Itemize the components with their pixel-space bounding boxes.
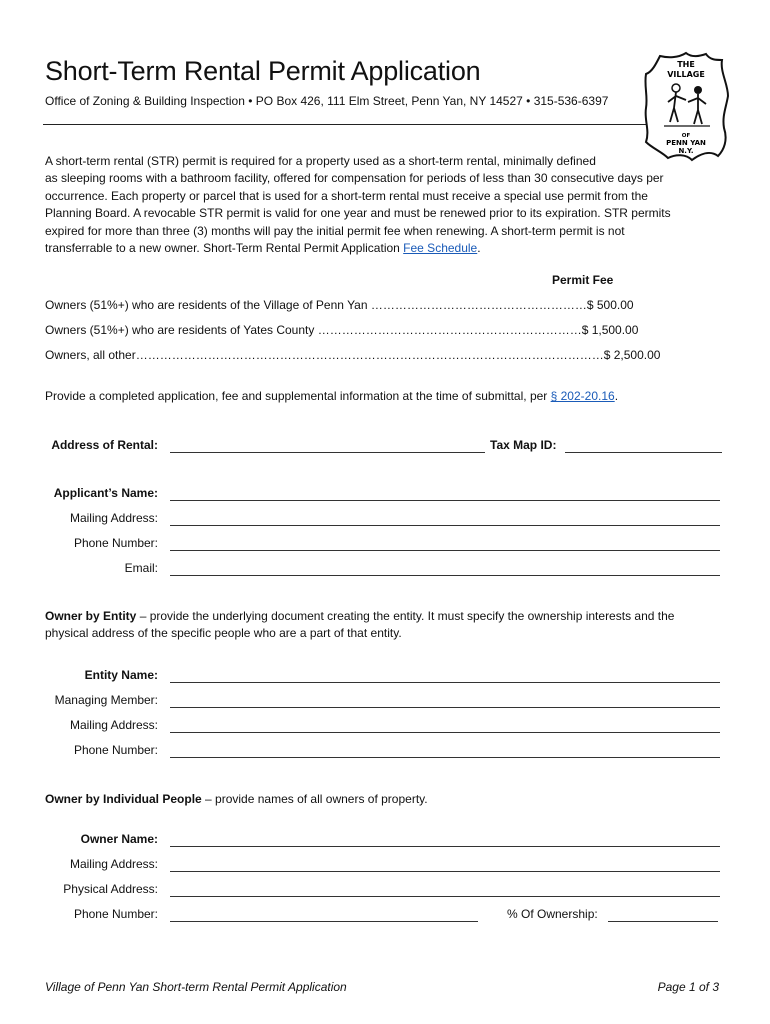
applicant-phone-label: Phone Number:	[73, 536, 158, 550]
address-of-rental-label: Address of Rental:	[51, 438, 158, 452]
individual-desc-text: – provide names of all owners of property.	[201, 792, 428, 806]
applicant-phone-field[interactable]	[170, 550, 720, 551]
logo-text-the: THE	[677, 60, 695, 69]
fee-row-county: Owners (51%+) who are residents of Yates County …………………………………………………………$ 1,500.00	[45, 323, 639, 337]
applicant-name-label: Applicant’s Name:	[53, 486, 158, 500]
ownership-percent-field[interactable]	[608, 921, 718, 922]
permit-fee-header: Permit Fee	[552, 273, 614, 287]
intro-line: as sleeping rooms with a bathroom facility, offered for compensation for periods of less than 30 consecutive days per	[45, 171, 664, 186]
tax-map-id-label: Tax Map ID:	[490, 438, 557, 452]
intro-line: A short-term rental (STR) permit is required for a property used as a short-term rental, minimally defined	[45, 154, 596, 168]
intro-paragraph	[45, 153, 705, 257]
entity-desc-line	[45, 608, 735, 625]
managing-member-label: Managing Member:	[54, 693, 158, 707]
managing-member-field[interactable]	[170, 707, 720, 708]
entity-phone-field[interactable]	[170, 757, 720, 758]
submittal-period: .	[614, 389, 619, 403]
fee-row-other: Owners, all other………………………………………………………………………………………………………$ 2,500.00	[45, 348, 661, 362]
address-of-rental-field[interactable]	[170, 452, 485, 453]
submittal-note	[45, 389, 618, 403]
intro-line: expired for more than three (3) months will pay the initial permit fee when renewing. A short-term permit is not	[45, 223, 625, 238]
applicant-name-field[interactable]	[170, 500, 720, 501]
ownership-percent-label: % Of Ownership:	[507, 907, 598, 921]
page-title: Short-Term Rental Permit Application	[45, 56, 481, 86]
owner-by-individual-heading: Owner by Individual People	[45, 792, 202, 806]
logo-text-ny: N.Y.	[678, 147, 694, 155]
entity-name-field[interactable]	[170, 682, 720, 683]
footer-document-name: Village of Penn Yan Short-term Rental Permit Application	[45, 980, 347, 994]
applicant-mailing-field[interactable]	[170, 525, 720, 526]
fee-row-village: Owners (51%+) who are residents of the Village of Penn Yan ………………………………………………$ 500.00	[45, 298, 634, 312]
owner-phone-field[interactable]	[170, 921, 478, 922]
code-section-link[interactable]: § 202-20.16	[550, 389, 615, 403]
owner-name-field[interactable]	[170, 846, 720, 847]
owner-by-entity-description	[45, 608, 735, 643]
owner-name-label: Owner Name:	[80, 832, 158, 846]
entity-mailing-label: Mailing Address:	[69, 718, 158, 732]
entity-mailing-field[interactable]	[170, 732, 720, 733]
header-divider	[43, 124, 646, 125]
intro-line-period: .	[477, 241, 481, 256]
village-seal-logo	[640, 50, 732, 162]
entity-name-label: Entity Name:	[84, 668, 158, 682]
logo-text-of: OF	[681, 133, 691, 139]
individual-desc-line	[45, 791, 735, 808]
owner-mailing-field[interactable]	[170, 871, 720, 872]
submittal-text: Provide a completed application, fee and supplemental information at the time of submittal, per	[45, 389, 551, 403]
owner-by-individual-description	[45, 791, 735, 808]
intro-line-last	[45, 240, 705, 257]
intro-line-text: transferrable to a new owner. Short-Term Rental Permit Application	[45, 241, 404, 256]
entity-desc-text: – provide the underlying document creating the entity. It must specify the ownership interests and the	[136, 609, 675, 623]
footer-page-number: Page 1 of 3	[657, 980, 719, 994]
owner-mailing-label: Mailing Address:	[69, 857, 158, 871]
tax-map-id-field[interactable]	[565, 452, 722, 453]
applicant-email-label: Email:	[124, 561, 158, 575]
entity-desc-line: physical address of the specific people who are a part of that entity.	[45, 626, 402, 641]
office-address: Office of Zoning & Building Inspection • PO Box 426, 111 Elm Street, Penn Yan, NY 14527 • 315-536-6397	[45, 94, 609, 108]
applicant-mailing-label: Mailing Address:	[69, 511, 158, 525]
intro-line: Planning Board. A revocable STR permit is valid for one year and must be renewed prior to its expiration. STR permits	[45, 206, 671, 221]
logo-text-village: VILLAGE	[667, 70, 705, 79]
owner-physical-field[interactable]	[170, 896, 720, 897]
logo-text-penn-yan: PENN YAN	[666, 139, 706, 147]
intro-line: occurrence. Each property or parcel that is used for a short-term rental must receive a special use permit from the	[45, 188, 648, 203]
applicant-email-field[interactable]	[170, 575, 720, 576]
entity-phone-label: Phone Number:	[73, 743, 158, 757]
fee-schedule-link[interactable]: Fee Schedule	[403, 241, 478, 256]
owner-by-entity-heading: Owner by Entity	[45, 609, 137, 623]
owner-physical-label: Physical Address:	[63, 882, 158, 896]
owner-phone-label: Phone Number:	[73, 907, 158, 921]
